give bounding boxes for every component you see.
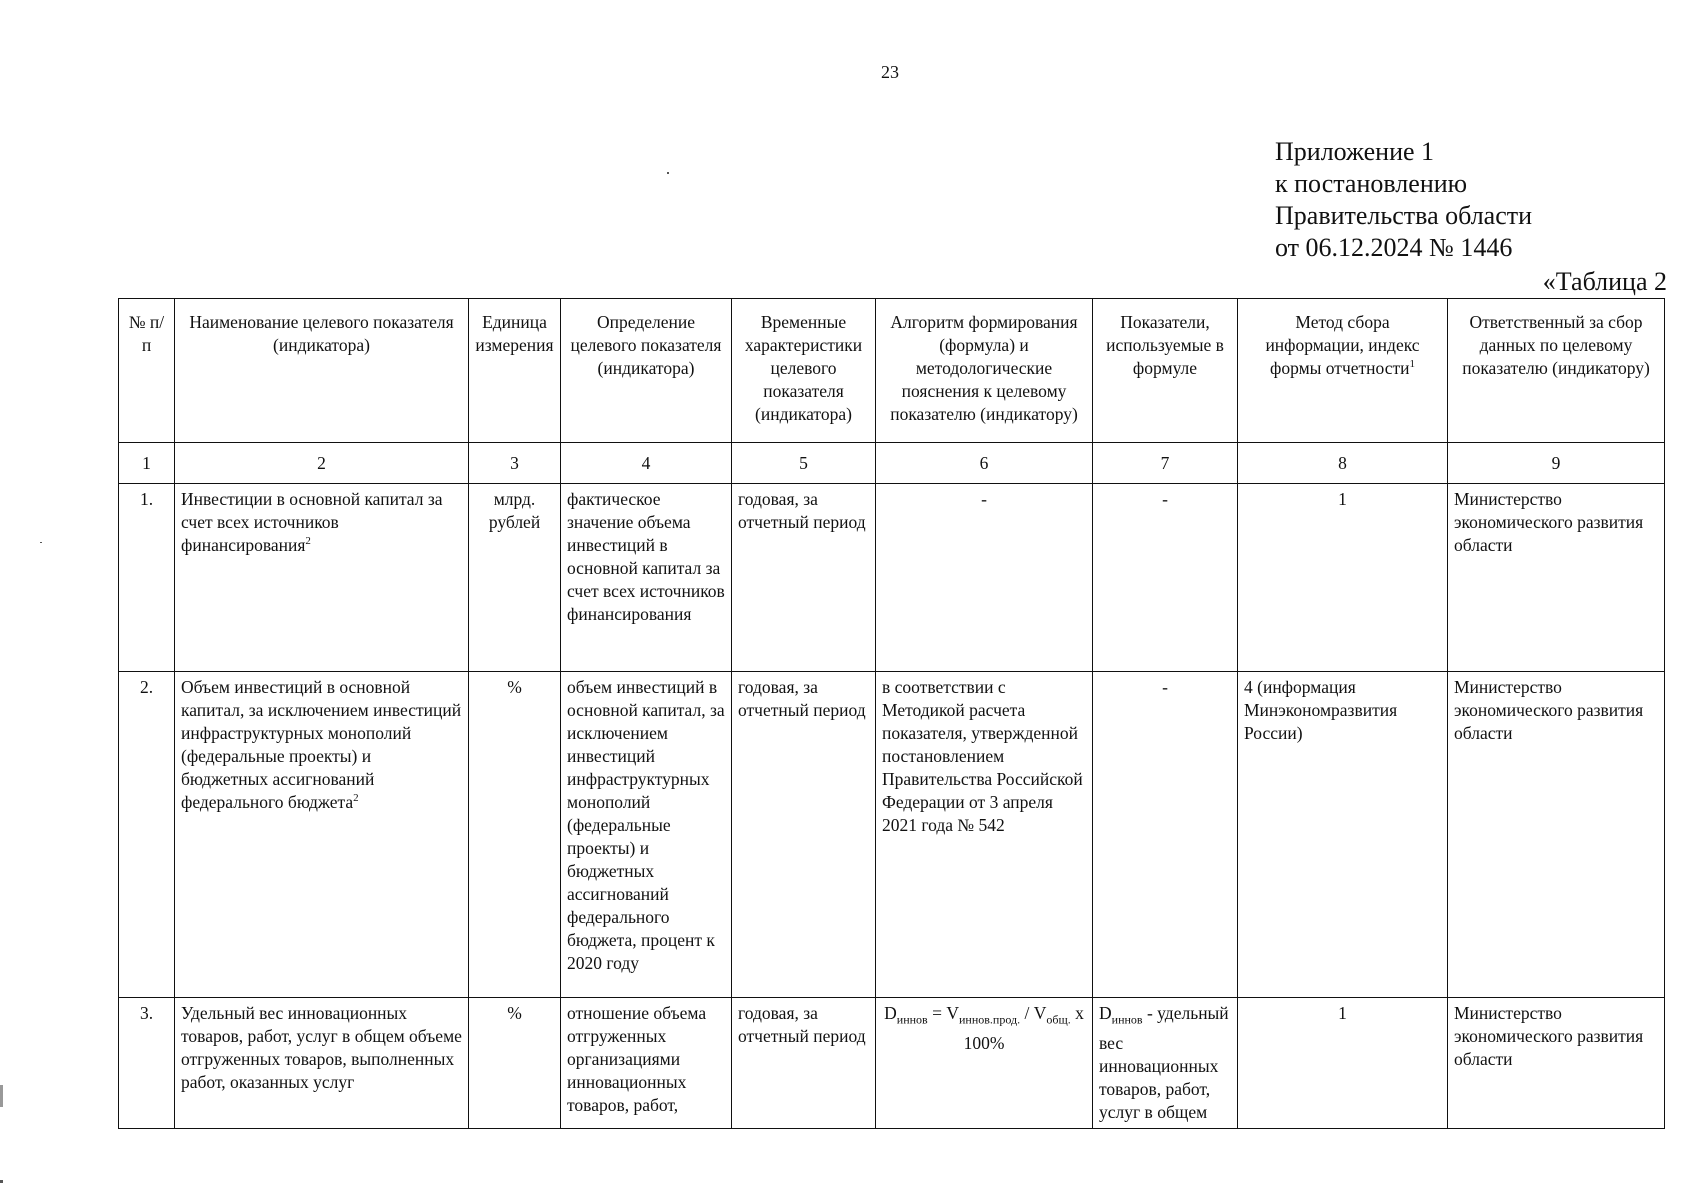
scan-edge-mark [0, 1085, 3, 1107]
indicators-cell [1093, 998, 1238, 1129]
time-cell: годовая, за отчетный период [732, 672, 876, 998]
column-number: 2 [175, 443, 469, 484]
appendix-line-2: к постановлению [1275, 169, 1468, 198]
column-number: 7 [1093, 443, 1238, 484]
indicators-d-sub: иннов [1111, 1012, 1143, 1027]
responsible-cell: Министерство экономического развития области [1448, 998, 1665, 1129]
row-number: 3. [119, 998, 175, 1129]
column-number-row [119, 443, 1665, 484]
formula-v1: V [946, 1003, 959, 1023]
definition-cell: отношение объема отгруженных организациями инновационных товаров, работ, [561, 998, 732, 1129]
table-row [119, 672, 1665, 998]
header-definition: Определение целевого показателя (индикатора) [561, 299, 732, 443]
indicators-d: D [1099, 1003, 1112, 1023]
formula-cell [876, 998, 1093, 1129]
column-number: 5 [732, 443, 876, 484]
formula-slash: / [1020, 1003, 1034, 1023]
indicator-name: Удельный вес инновационных товаров, работ, услуг в общем объеме отгруженных товаров, выполненных работ, оказанных услуг [175, 998, 469, 1129]
header-method [1238, 299, 1448, 443]
table-label: «Таблица 2 [1542, 267, 1667, 296]
indicator-name [175, 484, 469, 672]
formula-tail: х 100% [963, 1003, 1084, 1053]
indicators-cell: - [1093, 672, 1238, 998]
unit-cell: млрд. рублей [469, 484, 561, 672]
indicator-name [175, 672, 469, 998]
appendix-line-4: от 06.12.2024 № 1446 [1275, 233, 1513, 262]
formula-v2: V [1033, 1003, 1047, 1023]
header-row [119, 299, 1665, 443]
method-cell: 1 [1238, 998, 1448, 1129]
formula-d: D [884, 1003, 897, 1023]
formula-d-sub: иннов [896, 1012, 928, 1027]
column-number: 4 [561, 443, 732, 484]
appendix-line-3: Правительства области [1275, 201, 1533, 230]
appendix-block [1275, 136, 1532, 264]
header-time: Временные характеристики целевого показателя (индикатора) [732, 299, 876, 443]
row-number: 1. [119, 484, 175, 672]
indicators-text: - удельный вес инновационных товаров, работ, услуг в общем [1099, 1003, 1229, 1122]
scan-speck [0, 1180, 3, 1183]
indicator-name-text: Объем инвестиций в основной капитал, за исключением инвестиций инфраструктурных монополий (федеральные проекты) и бюджетных ассигнований федерального бюджета [181, 677, 462, 812]
indicator-name-text: Инвестиции в основной капитал за счет всех источников финансирования [181, 489, 443, 555]
formula-v1-sub: иннов.прод. [958, 1012, 1021, 1027]
footnote-ref: 2 [353, 792, 359, 805]
method-cell: 4 (информация Минэкономразвития России) [1238, 672, 1448, 998]
column-number: 3 [469, 443, 561, 484]
footnote-ref: 2 [305, 535, 311, 548]
header-method-text: Метод сбора информации, индекс формы отчетности [1265, 312, 1420, 378]
column-number: 6 [876, 443, 1093, 484]
header-algorithm: Алгоритм формирования (формула) и методологические пояснения к целевому показателю (индикатору) [876, 299, 1093, 443]
header-unit: Единица измерения [469, 299, 561, 443]
row-number: 2. [119, 672, 175, 998]
scan-speck [667, 172, 669, 174]
unit-cell: % [469, 672, 561, 998]
responsible-cell: Министерство экономического развития области [1448, 672, 1665, 998]
column-number: 9 [1448, 443, 1665, 484]
column-number: 1 [119, 443, 175, 484]
header-indicators: Показатели, используемые в формуле [1093, 299, 1238, 443]
definition-cell: фактическое значение объема инвестиций в основной капитал за счет всех источников финансирования [561, 484, 732, 672]
table-row [119, 484, 1665, 672]
header-responsible: Ответственный за сбор данных по целевому показателю (индикатору) [1448, 299, 1665, 443]
algorithm-cell: - [876, 484, 1093, 672]
footnote-ref: 1 [1409, 358, 1415, 371]
column-number: 8 [1238, 443, 1448, 484]
time-cell: годовая, за отчетный период [732, 998, 876, 1129]
method-cell: 1 [1238, 484, 1448, 672]
header-num: № п/п [119, 299, 175, 443]
header-name: Наименование целевого показателя (индикатора) [175, 299, 469, 443]
indicators-cell: - [1093, 484, 1238, 672]
responsible-cell: Министерство экономического развития области [1448, 484, 1665, 672]
formula-v2-sub: общ. [1046, 1012, 1071, 1027]
time-cell: годовая, за отчетный период [732, 484, 876, 672]
scan-speck [40, 542, 42, 543]
table-row [119, 998, 1665, 1129]
indicators-table [118, 298, 1665, 1129]
definition-cell: объем инвестиций в основной капитал, за исключением инвестиций инфраструктурных монополий (федеральные проекты) и бюджетных ассигнований федерального бюджета, процент к 2020 году [561, 672, 732, 998]
unit-cell: % [469, 998, 561, 1129]
appendix-line-1: Приложение 1 [1275, 137, 1435, 166]
algorithm-cell: в соответствии с Методикой расчета показателя, утвержденной постановлением Правительства Российской Федерации от 3 апреля 2021 года № 542 [876, 672, 1093, 998]
formula-eq: = [927, 1003, 947, 1023]
page-number: 23 [881, 62, 899, 82]
